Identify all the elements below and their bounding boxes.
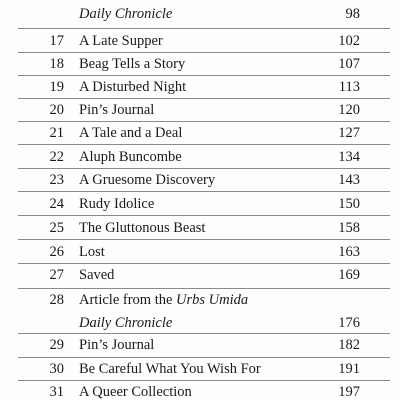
toc-row	[0, 334, 400, 357]
toc-page-number: 134	[338, 149, 360, 165]
chapter-title: Aluph Buncombe	[79, 149, 182, 165]
chapter-title: Pin’s Journal	[79, 102, 155, 118]
chapter-title-line2: Daily Chronicle	[79, 315, 173, 331]
chapter-number: 27	[49, 267, 64, 283]
toc-page-number: 158	[338, 220, 360, 236]
divider	[18, 239, 390, 240]
chapter-title: Rudy Idolice	[79, 196, 155, 212]
toc-page-number: 143	[338, 172, 360, 188]
toc-row	[0, 99, 400, 122]
toc-page-number: 120	[338, 102, 360, 118]
toc-title: Daily Chronicle	[79, 6, 173, 22]
toc-page-number: 150	[338, 196, 360, 212]
toc-page-number: 163	[338, 244, 360, 260]
toc-page-number: 102	[338, 33, 360, 49]
chapter-title	[79, 289, 248, 312]
chapter-title: A Disturbed Night	[79, 79, 187, 95]
chapter-number: 25	[49, 220, 64, 236]
chapter-number: 31	[49, 384, 64, 400]
toc-row	[0, 169, 400, 192]
toc-row-continued	[0, 3, 400, 26]
chapter-title-italic: Urbs Umida	[176, 292, 249, 308]
toc-page-number: 98	[345, 6, 360, 22]
toc-page-number: 127	[338, 125, 360, 141]
chapter-number: 24	[49, 196, 64, 212]
divider	[18, 191, 390, 192]
chapter-number: 28	[49, 292, 64, 308]
chapter-number: 17	[49, 33, 64, 49]
chapter-number: 29	[49, 337, 64, 353]
toc-page-number: 197	[338, 384, 360, 400]
divider	[18, 215, 390, 216]
chapter-number: 19	[49, 79, 64, 95]
chapter-title: A Queer Collection	[79, 384, 192, 400]
chapter-number: 22	[49, 149, 64, 165]
chapter-title: A Late Supper	[79, 33, 163, 49]
toc-page-number: 176	[338, 315, 360, 331]
chapter-title: The Gluttonous Beast	[79, 220, 206, 236]
chapter-title: A Gruesome Discovery	[79, 172, 216, 188]
divider	[18, 28, 390, 29]
chapter-title: Saved	[79, 267, 115, 283]
chapter-title: A Tale and a Deal	[79, 125, 183, 141]
chapter-title: Be Careful What You Wish For	[79, 361, 261, 377]
toc-page-number: 107	[338, 56, 360, 72]
chapter-number: 20	[49, 102, 64, 118]
toc-row	[0, 146, 400, 169]
chapter-title: Lost	[79, 244, 105, 260]
chapter-title: Pin’s Journal	[79, 337, 155, 353]
chapter-title: Beag Tells a Story	[79, 56, 186, 72]
chapter-title-prefix: Article from the	[79, 292, 177, 308]
toc-row	[0, 241, 400, 264]
toc-row	[0, 30, 400, 53]
toc-row	[0, 53, 400, 76]
toc-row-article	[0, 289, 400, 335]
chapter-number: 21	[49, 125, 64, 141]
toc-row	[0, 381, 400, 404]
toc-row	[0, 358, 400, 381]
chapter-number: 23	[49, 172, 64, 188]
divider	[18, 144, 390, 145]
toc-page-number: 169	[338, 267, 360, 283]
toc-row	[0, 122, 400, 145]
toc-row	[0, 193, 400, 216]
toc-page-number: 182	[338, 337, 360, 353]
chapter-number: 26	[49, 244, 64, 260]
chapter-number: 30	[49, 361, 64, 377]
toc-page-number: 191	[338, 361, 360, 377]
toc-row	[0, 76, 400, 99]
toc-row	[0, 217, 400, 240]
toc-row	[0, 264, 400, 287]
toc-page-number: 113	[338, 79, 360, 95]
chapter-number: 18	[49, 56, 64, 72]
